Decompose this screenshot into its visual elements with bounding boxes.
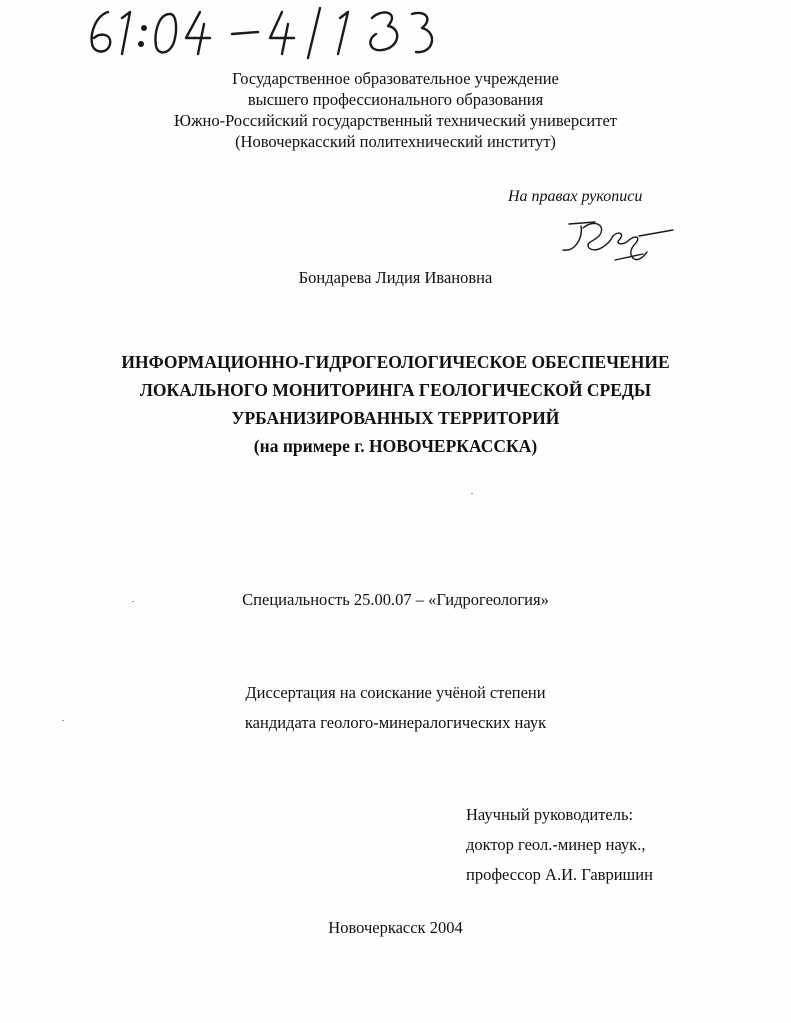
supervisor-line: доктор геол.-минер наук.,	[466, 835, 646, 854]
degree-block	[0, 678, 791, 738]
dissertation-title	[0, 348, 791, 460]
title-line: ЛОКАЛЬНОГО МОНИТОРИНГА ГЕОЛОГИЧЕСКОЙ СРЕДЫ	[139, 380, 652, 400]
manuscript-rights-note: На правах рукописи	[508, 188, 643, 205]
supervisor-block	[466, 800, 653, 890]
institution-line: высшего профессионального образования	[247, 90, 544, 109]
degree-line: Диссертация на соискание учёной степени	[245, 683, 546, 702]
supervisor-line: профессор А.И. Гавришин	[466, 865, 653, 884]
institution-line: Государственное образовательное учреждение	[232, 69, 559, 88]
place-and-year: Новочеркасск 2004	[328, 918, 463, 937]
degree-line: кандидата геолого-минералогических наук	[244, 713, 547, 732]
author-name: Бондарева Лидия Ивановна	[298, 268, 493, 287]
specialty-line: Специальность 25.00.07 – «Гидрогеология»	[242, 590, 549, 609]
title-line: ИНФОРМАЦИОННО-ГИДРОГЕОЛОГИЧЕСКОЕ ОБЕСПЕЧЕНИЕ	[121, 352, 670, 372]
supervisor-line: Научный руководитель:	[466, 805, 634, 824]
title-subline: (на примере г. НОВОЧЕРКАССКА)	[253, 436, 538, 456]
institution-line: (Новочеркасский политехнический институт)	[235, 132, 556, 151]
institution-line: Южно-Российский государственный технический университет	[173, 111, 617, 130]
title-line: УРБАНИЗИРОВАННЫХ ТЕРРИТОРИЙ	[231, 408, 560, 428]
institution-block	[0, 68, 791, 152]
